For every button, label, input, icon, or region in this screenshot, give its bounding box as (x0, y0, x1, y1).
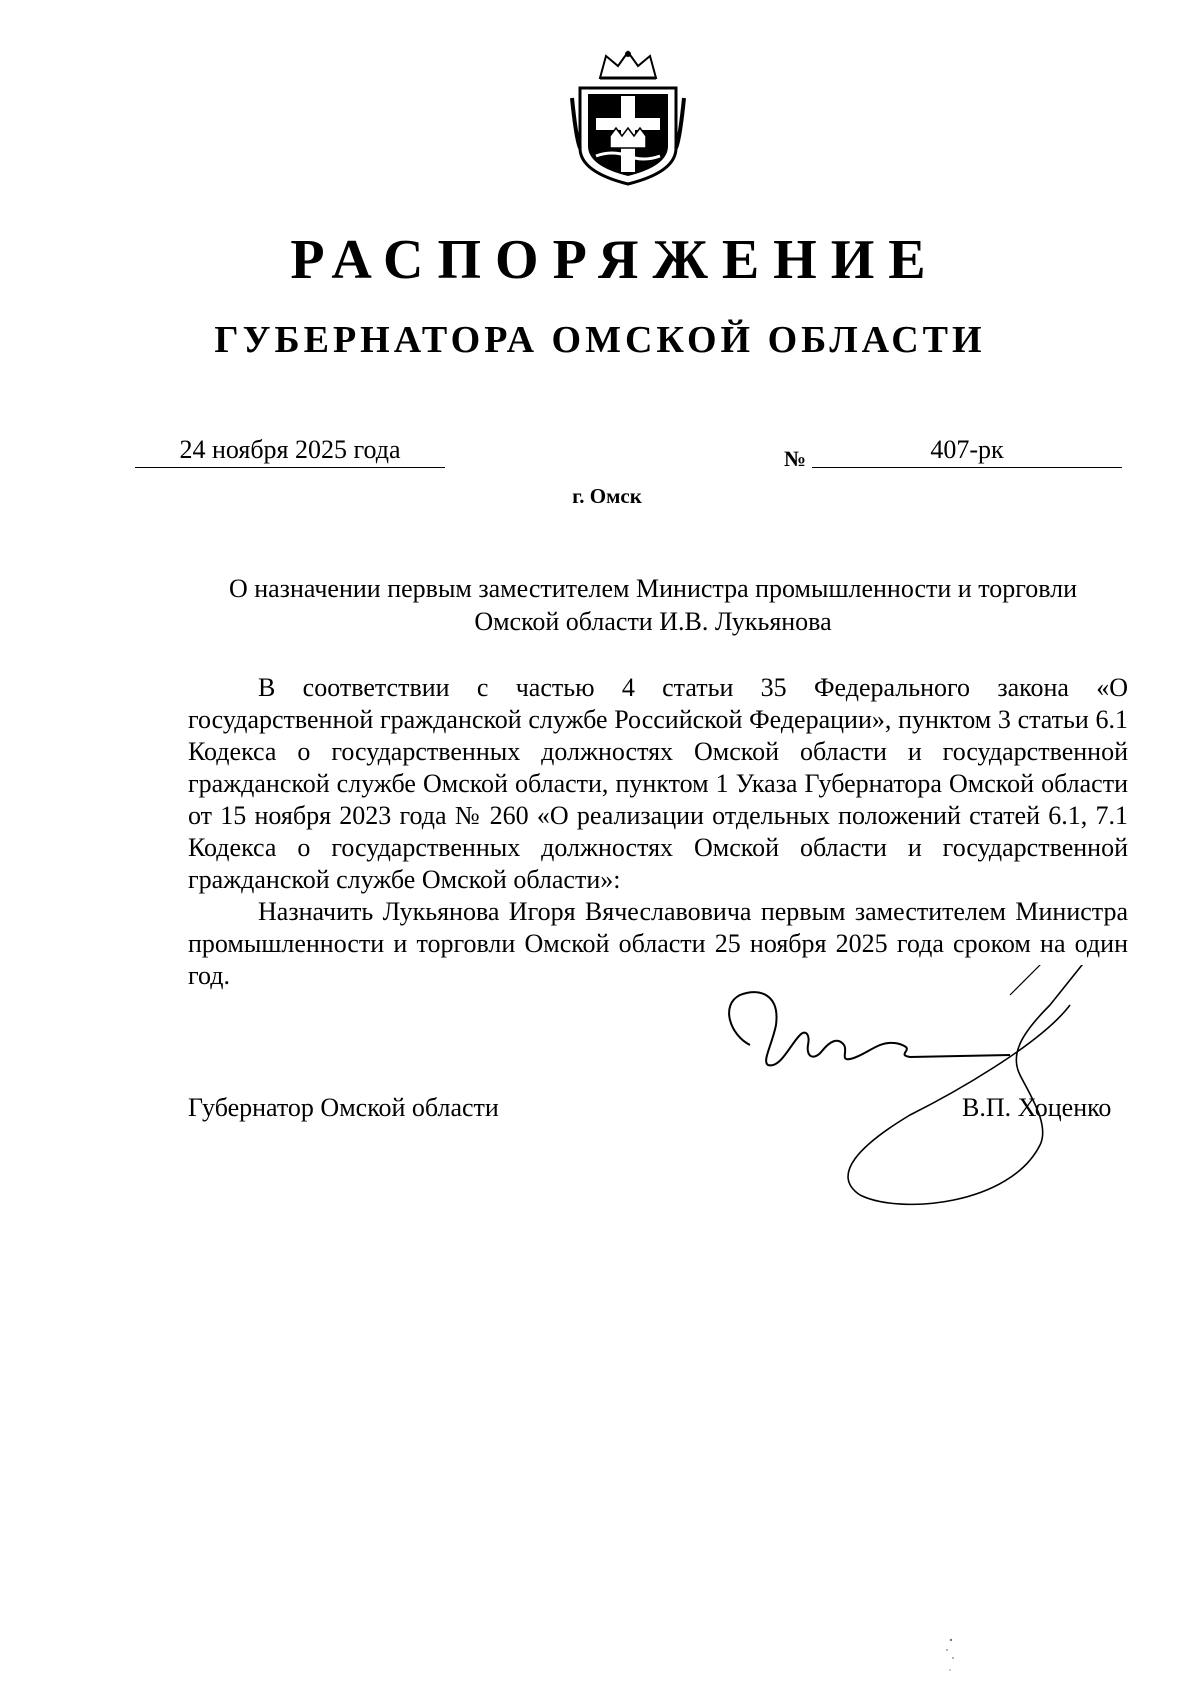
heading-line-1: О назначении первым заместителем Министра промышленности и торговли (228, 574, 1078, 603)
coat-of-arms-icon (566, 48, 690, 188)
document-heading (188, 572, 1118, 638)
body-paragraph-2: Назначить Лукьянова Игоря Вячеславовича первым заместителем Министра промышленности и торговли Омской области 25 ноября 2025 года сроком на один год. (188, 897, 1128, 990)
heading-line-2: Омской области И.В. Лукьянова (474, 607, 832, 636)
scan-speck (944, 1636, 958, 1676)
document-body (188, 672, 1128, 992)
document-subtitle: ГУБЕРНАТОРА ОМСКОЙ ОБЛАСТИ (214, 319, 986, 361)
body-paragraph-1: В соответствии с частью 4 статьи 35 Федерального закона «О государственной гражданской службе Российской Федерации», пунктом 3 статьи 6.1 Кодекса о государственных должностях Омской области и государственной гражданской службе Омской области, пунктом 1 Указа Губернатора Омской области от 15 ноября 2023 года № 260 «О реализации отдельных положений статей 6.1, 7.1 Кодекса о государственных должностях Омской области и государственной гражданской службе Омской области»: (188, 673, 1128, 894)
document-date: 24 ноября 2025 года (135, 434, 445, 468)
number-sign: № (784, 446, 807, 471)
signatory-name: В.П. Хоценко (962, 1093, 1112, 1122)
document-number: 407-рк (812, 434, 1122, 468)
document-title: РАСПОРЯЖЕНИЕ (290, 229, 940, 291)
signature-icon (710, 965, 1150, 1215)
signatory-position: Губернатор Омской области (188, 1093, 499, 1122)
document-city: г. Омск (572, 484, 642, 508)
